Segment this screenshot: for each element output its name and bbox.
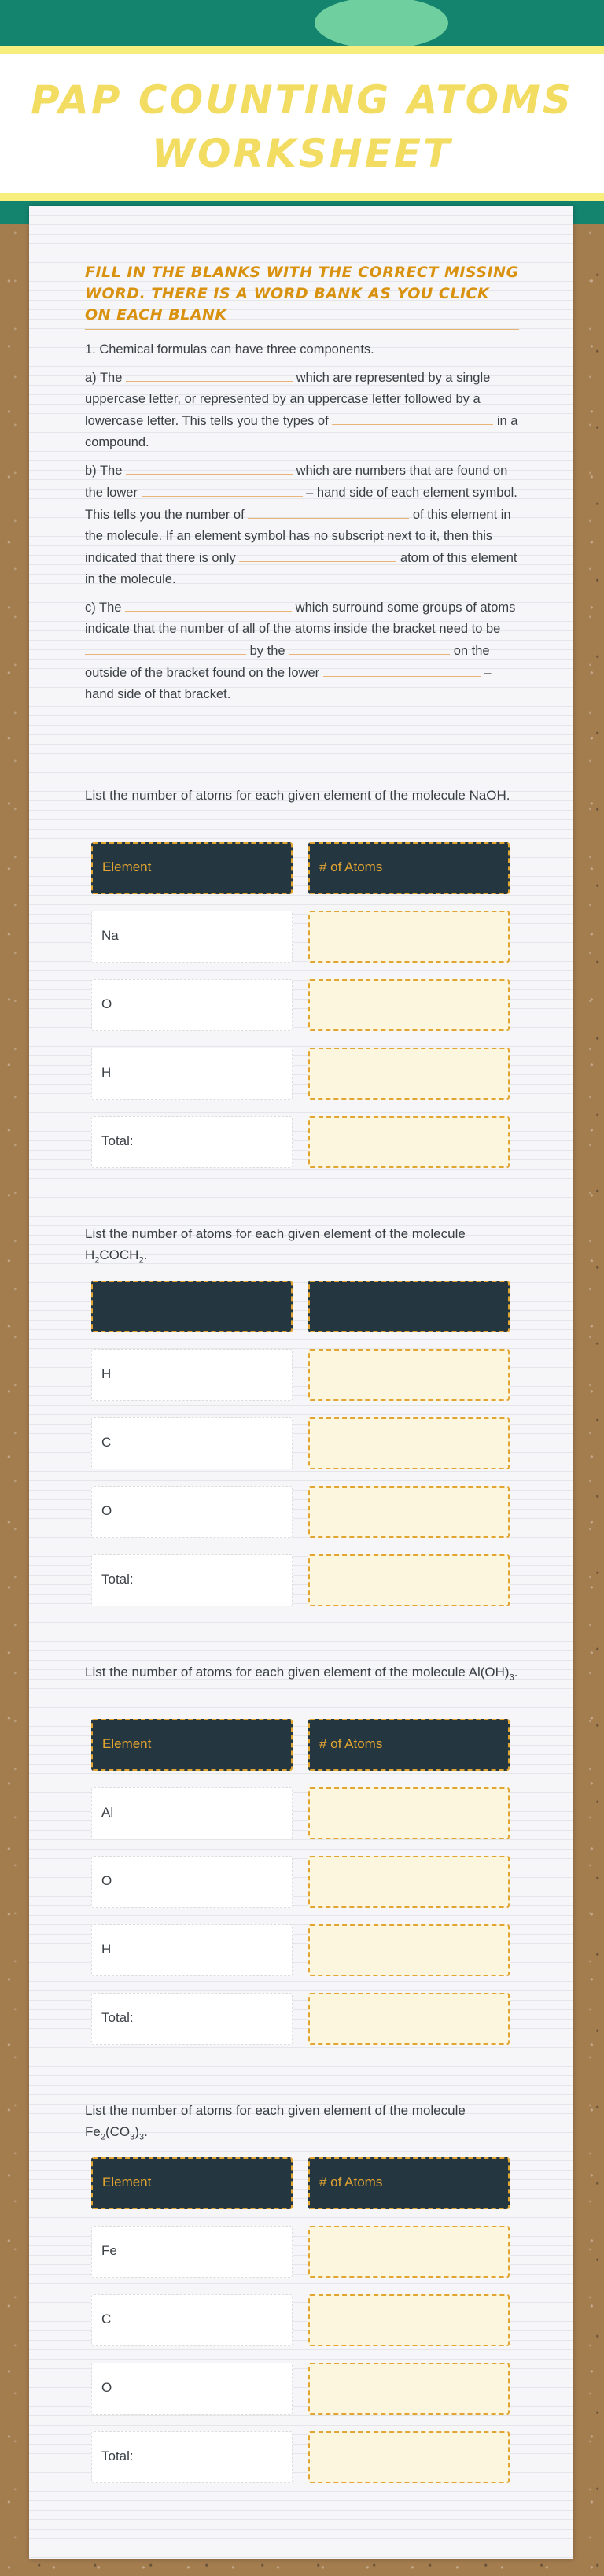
table-prompt — [85, 785, 519, 806]
atoms-input[interactable] — [308, 1554, 510, 1606]
banner-decoration — [315, 0, 448, 46]
text-c4: on the outside of the bracket found on the lower — [85, 644, 490, 680]
title-header — [0, 54, 604, 193]
table-prompt — [85, 1223, 519, 1266]
text-b5: atom of this element in the molecule. — [85, 551, 517, 586]
text-a2: which are represented by a single uppercase letter, or represented by an uppercase letter followed by a lowercase letter. This tells you the types of — [85, 371, 491, 428]
atoms-input[interactable] — [308, 1993, 510, 2045]
header-atoms: # of Atoms — [308, 2157, 510, 2209]
blank-input[interactable] — [126, 460, 293, 475]
molecule-formula: NaOH. — [469, 788, 510, 803]
blank-input[interactable] — [85, 640, 246, 655]
blank-input[interactable] — [289, 640, 450, 655]
element-cell: Total: — [91, 1993, 293, 2045]
atoms-input[interactable] — [308, 1856, 510, 1908]
header-atoms — [308, 1281, 510, 1332]
prompt-text: List the number of atoms for each given element of the molecule — [85, 1665, 466, 1680]
header-element: Element — [91, 1719, 293, 1771]
element-cell: H — [91, 1048, 293, 1100]
header-atoms: # of Atoms — [308, 842, 510, 894]
text-c3: by the — [249, 644, 285, 658]
element-cell: Fe — [91, 2226, 293, 2278]
atoms-input[interactable] — [308, 1486, 510, 1538]
text-a1: a) The — [85, 371, 123, 385]
prompt-text: List the number of atoms for each given element of the molecule — [85, 1226, 466, 1241]
element-cell: H — [91, 1924, 293, 1976]
top-stripe — [0, 46, 604, 54]
atoms-input[interactable] — [308, 2294, 510, 2346]
atoms-input[interactable] — [308, 2431, 510, 2483]
atoms-input[interactable] — [308, 1787, 510, 1839]
blank-input[interactable] — [248, 504, 409, 519]
atoms-input[interactable] — [308, 911, 510, 963]
table-prompt — [85, 1661, 519, 1683]
blank-input[interactable] — [239, 547, 396, 562]
text-b1: b) The — [85, 464, 123, 478]
element-cell: C — [91, 1417, 293, 1469]
text-b4: of this element in the molecule. If an element symbol has no subscript next to it, then this indicated that there is only — [85, 508, 511, 565]
element-cell: O — [91, 1486, 293, 1538]
question-intro: 1. Chemical formulas can have three components. — [85, 342, 374, 357]
text-b3: – hand side of each element symbol. This tells you the number of — [85, 486, 517, 522]
text-c5: – hand side of that bracket. — [85, 666, 492, 701]
page-title: PAP COUNTING ATOMS WORKSHEET — [31, 77, 573, 176]
element-cell: Total: — [91, 2431, 293, 2483]
atoms-input[interactable] — [308, 2226, 510, 2278]
table-prompt — [85, 2100, 519, 2142]
header-element: Element — [91, 2157, 293, 2209]
element-cell: C — [91, 2294, 293, 2346]
atoms-input[interactable] — [308, 1924, 510, 1976]
header-atoms: # of Atoms — [308, 1719, 510, 1771]
molecule-formula: $Al(OH)_3$. — [468, 1665, 518, 1683]
text-a3: in a compound. — [85, 414, 518, 449]
blank-input[interactable] — [142, 482, 303, 497]
element-cell: H — [91, 1349, 293, 1401]
blank-input[interactable] — [323, 662, 481, 677]
element-cell: Al — [91, 1787, 293, 1839]
molecule-formula: $Fe_2(CO_3)_3$. — [85, 2124, 148, 2142]
text-b2: which are numbers that are found on the lower — [85, 464, 508, 500]
question-1 — [85, 339, 519, 705]
text-c2: which surround some groups of atoms indicate that the number of all of the atoms inside the bracket need to be — [85, 601, 516, 636]
prompt-text: List the number of atoms for each given element of the molecule — [85, 788, 466, 803]
atoms-input[interactable] — [308, 1349, 510, 1401]
atoms-input[interactable] — [308, 1417, 510, 1469]
atoms-input[interactable] — [308, 979, 510, 1031]
element-cell: O — [91, 1856, 293, 1908]
text-c1: c) The — [85, 601, 122, 615]
element-cell: Total: — [91, 1116, 293, 1168]
atoms-input[interactable] — [308, 1116, 510, 1168]
top-banner — [0, 0, 604, 46]
element-cell: Na — [91, 911, 293, 963]
blank-input[interactable] — [332, 410, 493, 425]
instructions: FILL IN THE BLANKS WITH THE CORRECT MISSING WORD. THERE IS A WORD BANK AS YOU CLICK ON EACH BLANK — [85, 262, 519, 330]
element-cell: O — [91, 2363, 293, 2415]
atoms-input[interactable] — [308, 1048, 510, 1100]
molecule-formula: $H_2COCH_2$. — [85, 1247, 148, 1266]
header-element: Element — [91, 842, 293, 894]
prompt-text: List the number of atoms for each given element of the molecule — [85, 2103, 466, 2118]
header-element — [91, 1281, 293, 1332]
element-cell: Total: — [91, 1554, 293, 1606]
blank-input[interactable] — [125, 597, 292, 612]
bottom-stripe — [0, 193, 604, 201]
atoms-input[interactable] — [308, 2363, 510, 2415]
element-cell: O — [91, 979, 293, 1031]
blank-input[interactable] — [126, 367, 293, 382]
